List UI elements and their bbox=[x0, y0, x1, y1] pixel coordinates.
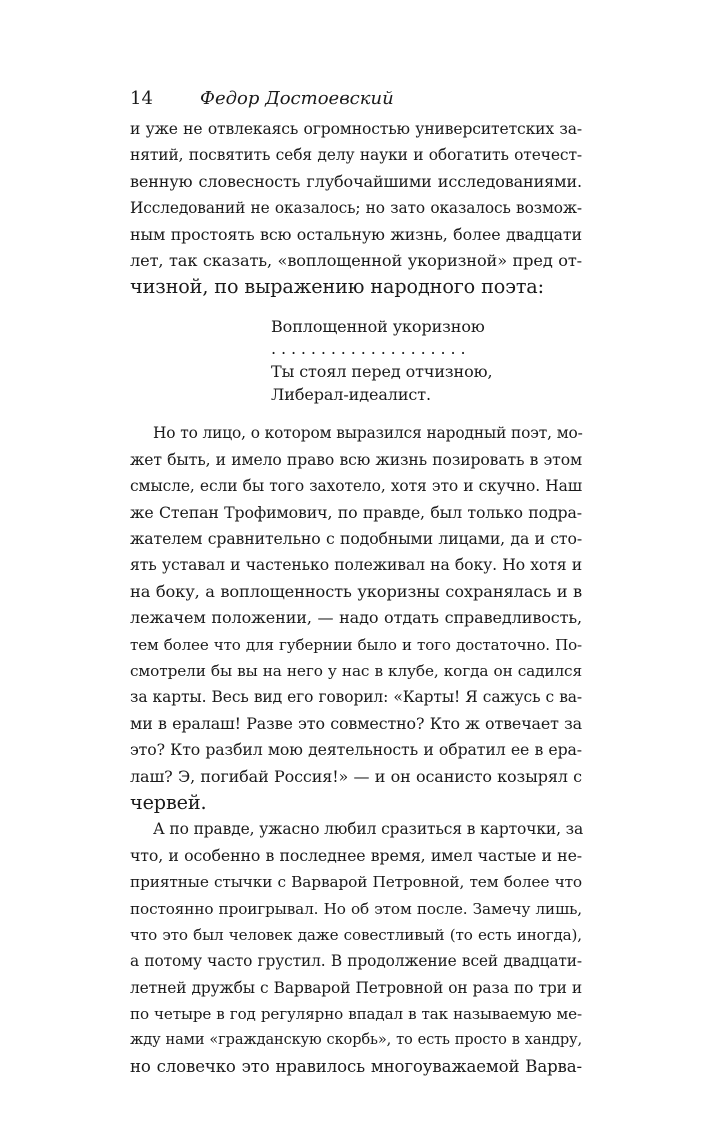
verse-quotation bbox=[271, 316, 582, 407]
text-line: Исследований не оказалось; но зато оказалось возмож- bbox=[130, 199, 582, 218]
text-line: жет быть, и имело право всю жизнь позировать в этом bbox=[130, 450, 582, 469]
text-line: лежачем положении, — надо отдать справедливость, bbox=[130, 608, 582, 628]
text-line: ми в ералаш! Разве это совместно? Кто ж отвечает за bbox=[130, 713, 582, 733]
verse-ellipsis: . . . . . . . . . . . . . . . . . . . . bbox=[271, 339, 466, 359]
text-line: жателем сравнительно с подобными лицами, да и сто- bbox=[130, 529, 582, 549]
verse-line: Ты стоял перед отчизною, bbox=[271, 362, 493, 382]
verse-line: Либерал-идеалист. bbox=[271, 384, 432, 404]
text-line: приятные стычки с Варварой Петровной, тем более что bbox=[130, 873, 582, 892]
text-line: А по правде, ужасно любил сразиться в карточки, за bbox=[153, 820, 584, 839]
text-line: тем более что для губернии было и того достаточно. По- bbox=[130, 635, 582, 654]
text-line: лаш? Э, погибай Россия!» — и он осанисто козырял с bbox=[130, 766, 582, 786]
book-page bbox=[130, 82, 582, 1080]
text-line: смысле, если бы того захотело, хотя это и скучно. Наш bbox=[130, 477, 582, 496]
text-line: это? Кто разбил мою деятельность и обратил ее в ера- bbox=[130, 740, 582, 760]
text-line: венную словесность глубочайшими исследованиями. bbox=[130, 171, 582, 191]
running-title: Федор Достоевский bbox=[200, 88, 394, 109]
running-head bbox=[130, 82, 582, 116]
text-line: что это был человек даже совестливый (то есть иногда), bbox=[130, 925, 582, 944]
text-line: ным простоять всю остальную жизнь, более двадцати bbox=[130, 224, 582, 244]
page-number: 14 bbox=[130, 88, 153, 109]
text-line: чизной, по выражению народного поэта: bbox=[130, 275, 544, 299]
text-line: постоянно проигрывал. Но об этом после. Замечу лишь, bbox=[130, 899, 582, 918]
paragraph-3 bbox=[130, 816, 582, 1080]
text-line: ять уставал и частенько полеживал на боку. Но хотя и bbox=[130, 555, 582, 575]
text-line: а потому часто грустил. В продолжение всей двадцати- bbox=[130, 952, 582, 971]
text-line: же Степан Трофимович, по правде, был только подра- bbox=[130, 502, 582, 522]
text-line: Но то лицо, о котором выразился народный поэт, мо- bbox=[153, 424, 583, 443]
text-line: на боку, а воплощенность укоризны сохранялась и в bbox=[130, 581, 582, 601]
text-line: летней дружбы с Варварой Петровной он раза по три и bbox=[130, 978, 582, 997]
text-line: и уже не отвлекаясь огромностью университетских за- bbox=[130, 120, 582, 138]
paragraph-1 bbox=[130, 116, 582, 301]
text-line: по четыре в год регулярно впадал в так называемую ме- bbox=[130, 1005, 582, 1024]
text-line: но словечко это нравилось многоуважаемой Варва- bbox=[130, 1056, 582, 1076]
text-line: червей. bbox=[130, 790, 207, 814]
text-line: за карты. Весь вид его говорил: «Карты! Я сажусь с ва- bbox=[130, 688, 582, 707]
text-line: лет, так сказать, «воплощенной укоризной» пред от- bbox=[130, 250, 582, 270]
text-line: что, и особенно в последнее время, имел частые и не- bbox=[130, 845, 582, 865]
text-line: смотрели бы вы на него у нас в клубе, когда он садился bbox=[130, 662, 582, 680]
text-line: нятий, посвятить себя делу науки и обогатить отечест- bbox=[130, 146, 582, 165]
verse-line: Воплощенной укоризною bbox=[271, 316, 485, 336]
paragraph-2 bbox=[130, 420, 582, 816]
text-line: жду нами «гражданскую скорбь», то есть просто в хандру, bbox=[130, 1031, 582, 1049]
